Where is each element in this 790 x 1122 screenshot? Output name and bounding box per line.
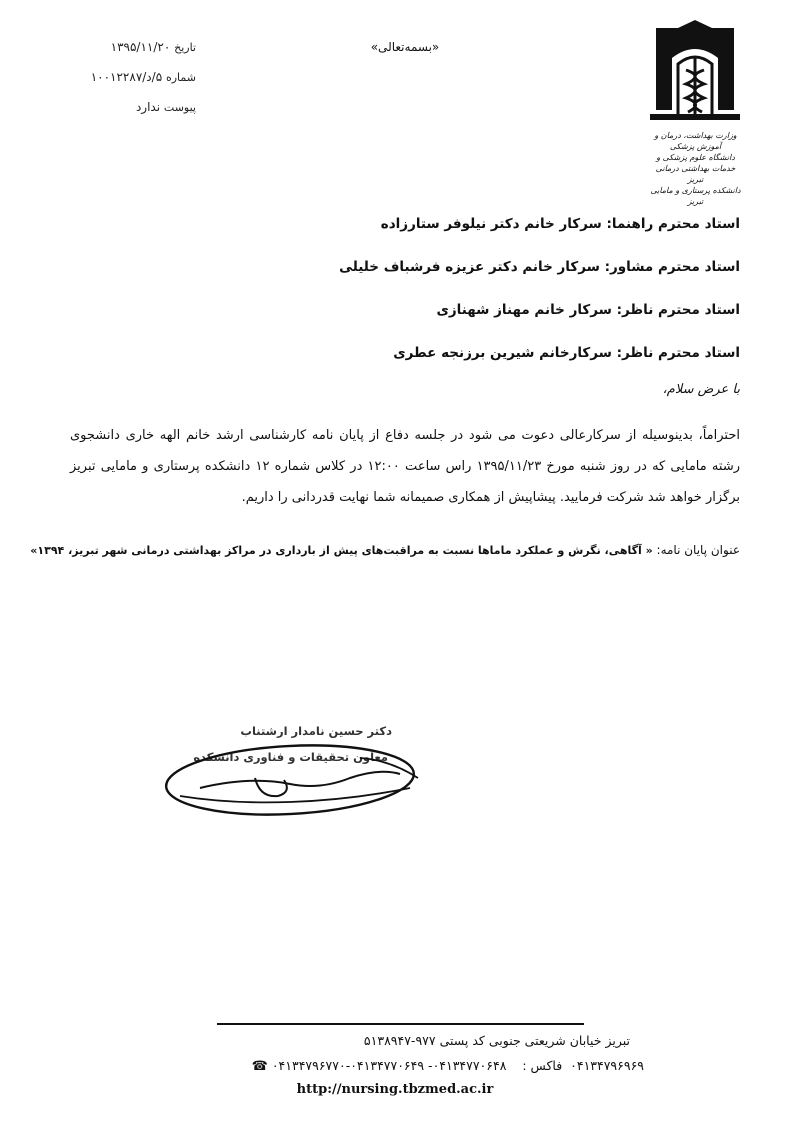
number-label: شماره [165, 71, 196, 84]
number-row [86, 70, 196, 100]
recipients-list [60, 212, 740, 384]
footer-divider [217, 1023, 584, 1025]
attachment-label: پیوست [163, 101, 196, 114]
logo-line-faculty: دانشکده پرستاری و مامایی تبریز [650, 186, 741, 206]
thesis-label: عنوان پایان نامه: [656, 543, 740, 557]
logo-line-university: دانشگاه علوم پزشکی و خدمات بهداشتی درمانی تبریز [655, 153, 736, 184]
attachment-row [86, 100, 196, 130]
thesis-title: « آگاهی، نگرش و عملکرد ماماها نسبت به مراقبت‌های پیش از بارداری در مراکز بهداشتی درمانی شهر تبریز، ۱۳۹۴» [30, 544, 653, 557]
footer-website[interactable]: http://nursing.tbzmed.ac.ir [296, 1082, 494, 1097]
phone-numbers: ۰۴۱۳۴۷۷۰۶۴۸- ۰۴۱۳۴۷۷۰۶۴۹-۰۴۱۳۴۷۹۶۷۷۰ [271, 1058, 507, 1073]
signatory-name: دکتر حسین نامدار ارشتناب [240, 724, 392, 738]
letter-body [70, 420, 740, 513]
recipient-examiner-2: استاد محترم ناظر: سرکارخانم شیرین برزنجه عطری [393, 345, 740, 361]
university-logo [648, 18, 743, 206]
handwritten-signature-icon [160, 718, 430, 828]
signature-block [160, 718, 430, 828]
logo-caption [648, 130, 743, 207]
university-emblem-icon [648, 18, 743, 128]
date-value: ۱۳۹۵/۱۱/۲۰ [110, 40, 171, 54]
signatory-role: معاون تحقیقات و فناوری دانشکده [193, 750, 388, 764]
body-paragraph: احتراماً، بدینوسیله از سرکارعالی دعوت می شود در جلسه دفاع از پایان نامه کارشناسی ارشد خانم الهه خاری دانشجوی رشته مامایی که در روز شنبه مورخ ۱۳۹۵/۱۱/۲۳ راس ساعت ۱۲:۰۰ در کلاس شماره ۱۲ دانشکده پرستاری و مامایی تبریز برگزار خواهد شد شرکت فرمایید. پیشاپیش از همکاری صمیمانه شما نهایت قدردانی را داریم. [70, 428, 740, 505]
phone-icon: ☎ [251, 1059, 268, 1074]
greeting: با عرض سلام، [662, 382, 740, 397]
date-row [86, 40, 196, 70]
fax-number: ۰۴۱۳۴۷۹۶۹۶۹ [570, 1058, 644, 1073]
number-value: ۵/د/۱۰۰۱۲۲۸۷ [90, 70, 163, 84]
recipient-advisor: استاد محترم مشاور: سرکار خانم دکتر عزیزه فرشباف خلیلی [339, 259, 740, 275]
bismillah-heading: «بسمه‌تعالی» [370, 40, 440, 54]
recipient-examiner-1: استاد محترم ناظر: سرکار خانم مهناز شهنازی [436, 302, 740, 318]
fax-label: فاکس : [522, 1058, 563, 1073]
date-label: تاریخ [174, 41, 196, 54]
footer-address: تبریز خیابان شریعتی جنوبی کد پستی ۹۷۷-۵۱۳۸۹۴۷ [363, 1033, 630, 1048]
footer-contacts [249, 1058, 644, 1074]
recipient-supervisor: استاد محترم راهنما: سرکار خانم دکتر نیلوفر ستارزاده [380, 216, 740, 232]
thesis-title-line [30, 539, 740, 562]
logo-line-ministry: وزارت بهداشت، درمان و آموزش پزشکی [654, 131, 737, 151]
attachment-value: ندارد [135, 100, 161, 114]
letter-meta [86, 40, 196, 130]
